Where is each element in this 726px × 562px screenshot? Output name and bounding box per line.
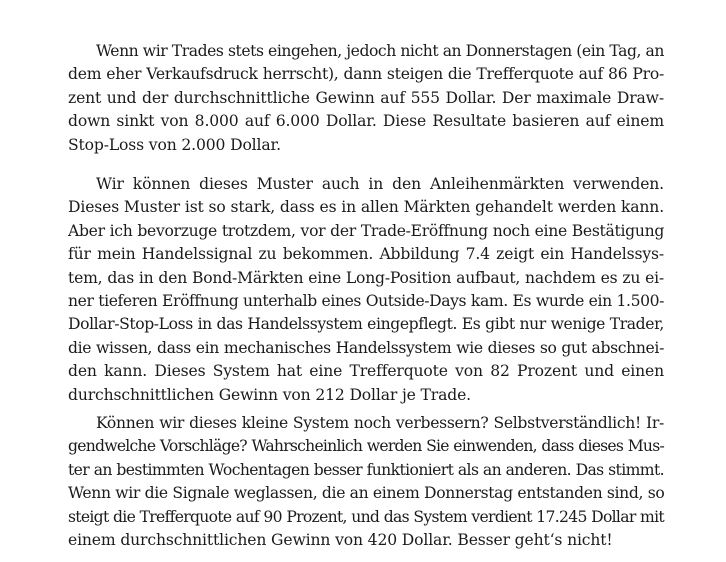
text-line: für mein Handelssignal zu bekommen. Abbildung 7.4 zeigt ein Handelssys-	[68, 245, 664, 264]
text-line: zent und der durchschnittliche Gewinn auf 555 Dollar. Der maximale Draw-	[68, 88, 664, 107]
text-line: gendwelche Vorschläge? Wahrscheinlich werden Sie einwenden, dass dieses Mus-	[68, 437, 664, 456]
text-line: tem, das in den Bond-Märkten eine Long-Position aufbaut, nachdem es zu ei-	[68, 268, 664, 287]
text-line: ner tieferen Eröffnung unterhalb eines Outside-Days kam. Es wurde ein 1.500-	[68, 291, 664, 310]
text-line: Dieses Muster ist so stark, dass es in allen Märkten gehandelt werden kann.	[68, 198, 664, 217]
text-line: down sinkt von 8.000 auf 6.000 Dollar. Diese Resultate basieren auf einem	[68, 112, 664, 131]
paragraph-3	[68, 412, 664, 552]
text-line: Wir können dieses Muster auch in den Anleihenmärkten verwenden.	[96, 175, 664, 193]
text-line: einem durchschnittlichen Gewinn von 420 Dollar. Besser geht‘s nicht!	[68, 530, 613, 549]
text-line: Können wir dieses kleine System noch verbessern? Selbstverständlich! Ir-	[96, 414, 664, 432]
text-line: Dollar-Stop-Loss in das Handelssystem eingepflegt. Es gibt nur wenige Trader,	[68, 315, 664, 334]
text-line: durchschnittlichen Gewinn von 212 Dollar je Trade.	[68, 385, 471, 404]
text-line: die wissen, dass ein mechanisches Handelssystem wie dieses so gut abschnei-	[68, 338, 664, 357]
text-line: Stop-Loss von 2.000 Dollar.	[68, 135, 281, 154]
text-line: Wenn wir Trades stets eingehen, jedoch nicht an Donnerstagen (ein Tag, an	[96, 42, 664, 60]
text-line: Aber ich bevorzuge trotzdem, vor der Trade-Eröffnung noch eine Bestätigung	[68, 221, 664, 240]
paragraph-1	[68, 40, 664, 157]
text-line: Wenn wir die Signale weglassen, die an einem Donnerstag entstanden sind, so	[68, 484, 665, 503]
text-line: dem eher Verkaufsdruck herrscht), dann steigen die Trefferquote auf 86 Pro-	[68, 65, 664, 84]
text-line: den kann. Dieses System hat eine Trefferquote von 82 Prozent und einen	[68, 362, 664, 381]
text-line: ter an bestimmten Wochentagen besser funktioniert als an anderen. Das stimmt.	[68, 460, 664, 479]
paragraph-2	[68, 173, 664, 407]
text-line: steigt die Trefferquote auf 90 Prozent, und das System verdient 17.245 Dollar mit	[68, 507, 664, 526]
